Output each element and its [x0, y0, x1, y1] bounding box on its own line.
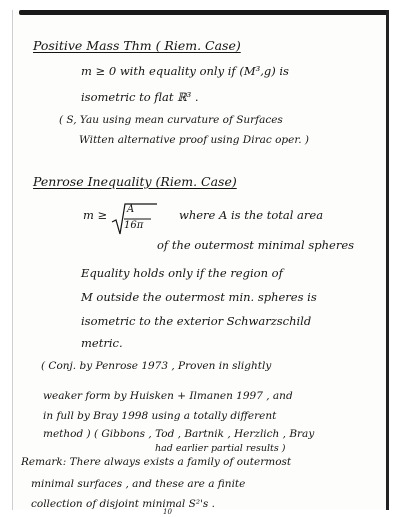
isometric-schwarzschild-text: isometric to the exterior Schwarzschild [81, 314, 312, 328]
penrose-title: Penrose Inequality (Riem. Case) [33, 174, 237, 189]
sqrt-fraction [111, 202, 159, 238]
positive-mass-isometric: isometric to flat ℝ³ . [81, 90, 199, 104]
region-outside-text: M outside the outermost min. spheres is [81, 290, 317, 304]
page-number: 10 [163, 508, 172, 516]
method-note: method ) ( Gibbons , Tod , Bartnik , Herzlich , Bray [43, 428, 315, 440]
notes-page [12, 10, 389, 516]
penrose-conjecture-note: ( Conj. by Penrose 1973 , Proven in slightly [41, 360, 272, 372]
fraction-numerator: A [127, 204, 135, 215]
penrose-m-geq: m ≥ [83, 208, 108, 222]
minimal-surfaces-text: minimal surfaces , and these are a finite [31, 478, 246, 490]
positive-mass-statement: m ≥ 0 with equality only if (M³,g) is [81, 64, 289, 78]
disjoint-spheres-text: collection of disjoint minimal S²'s . [31, 498, 215, 510]
witten-note: Witten alternative proof using Dirac oper. ) [79, 134, 309, 146]
fraction-denominator: 16π [124, 220, 144, 231]
bray-note: in full by Bray 1998 using a totally different [43, 410, 277, 422]
remark-text: Remark: There always exists a family of outermost [21, 456, 292, 468]
earlier-results-note: had earlier partial results ) [155, 443, 286, 454]
positive-mass-heading: Positive Mass Thm ( Riem. Case) [33, 38, 241, 53]
metric-text: metric. [81, 336, 123, 350]
penrose-heading [33, 174, 237, 189]
right-border [386, 10, 389, 510]
total-area-text: where A is the total area [179, 208, 324, 222]
schoen-yau-note: ( S, Yau using mean curvature of Surfaces [59, 114, 283, 126]
outermost-spheres-text: of the outermost minimal spheres [157, 238, 355, 252]
huisken-ilmanen-note: weaker form by Huisken + Ilmanen 1997 , and [43, 390, 293, 402]
equality-holds-text: Equality holds only if the region of [81, 266, 283, 280]
top-border [19, 10, 389, 15]
